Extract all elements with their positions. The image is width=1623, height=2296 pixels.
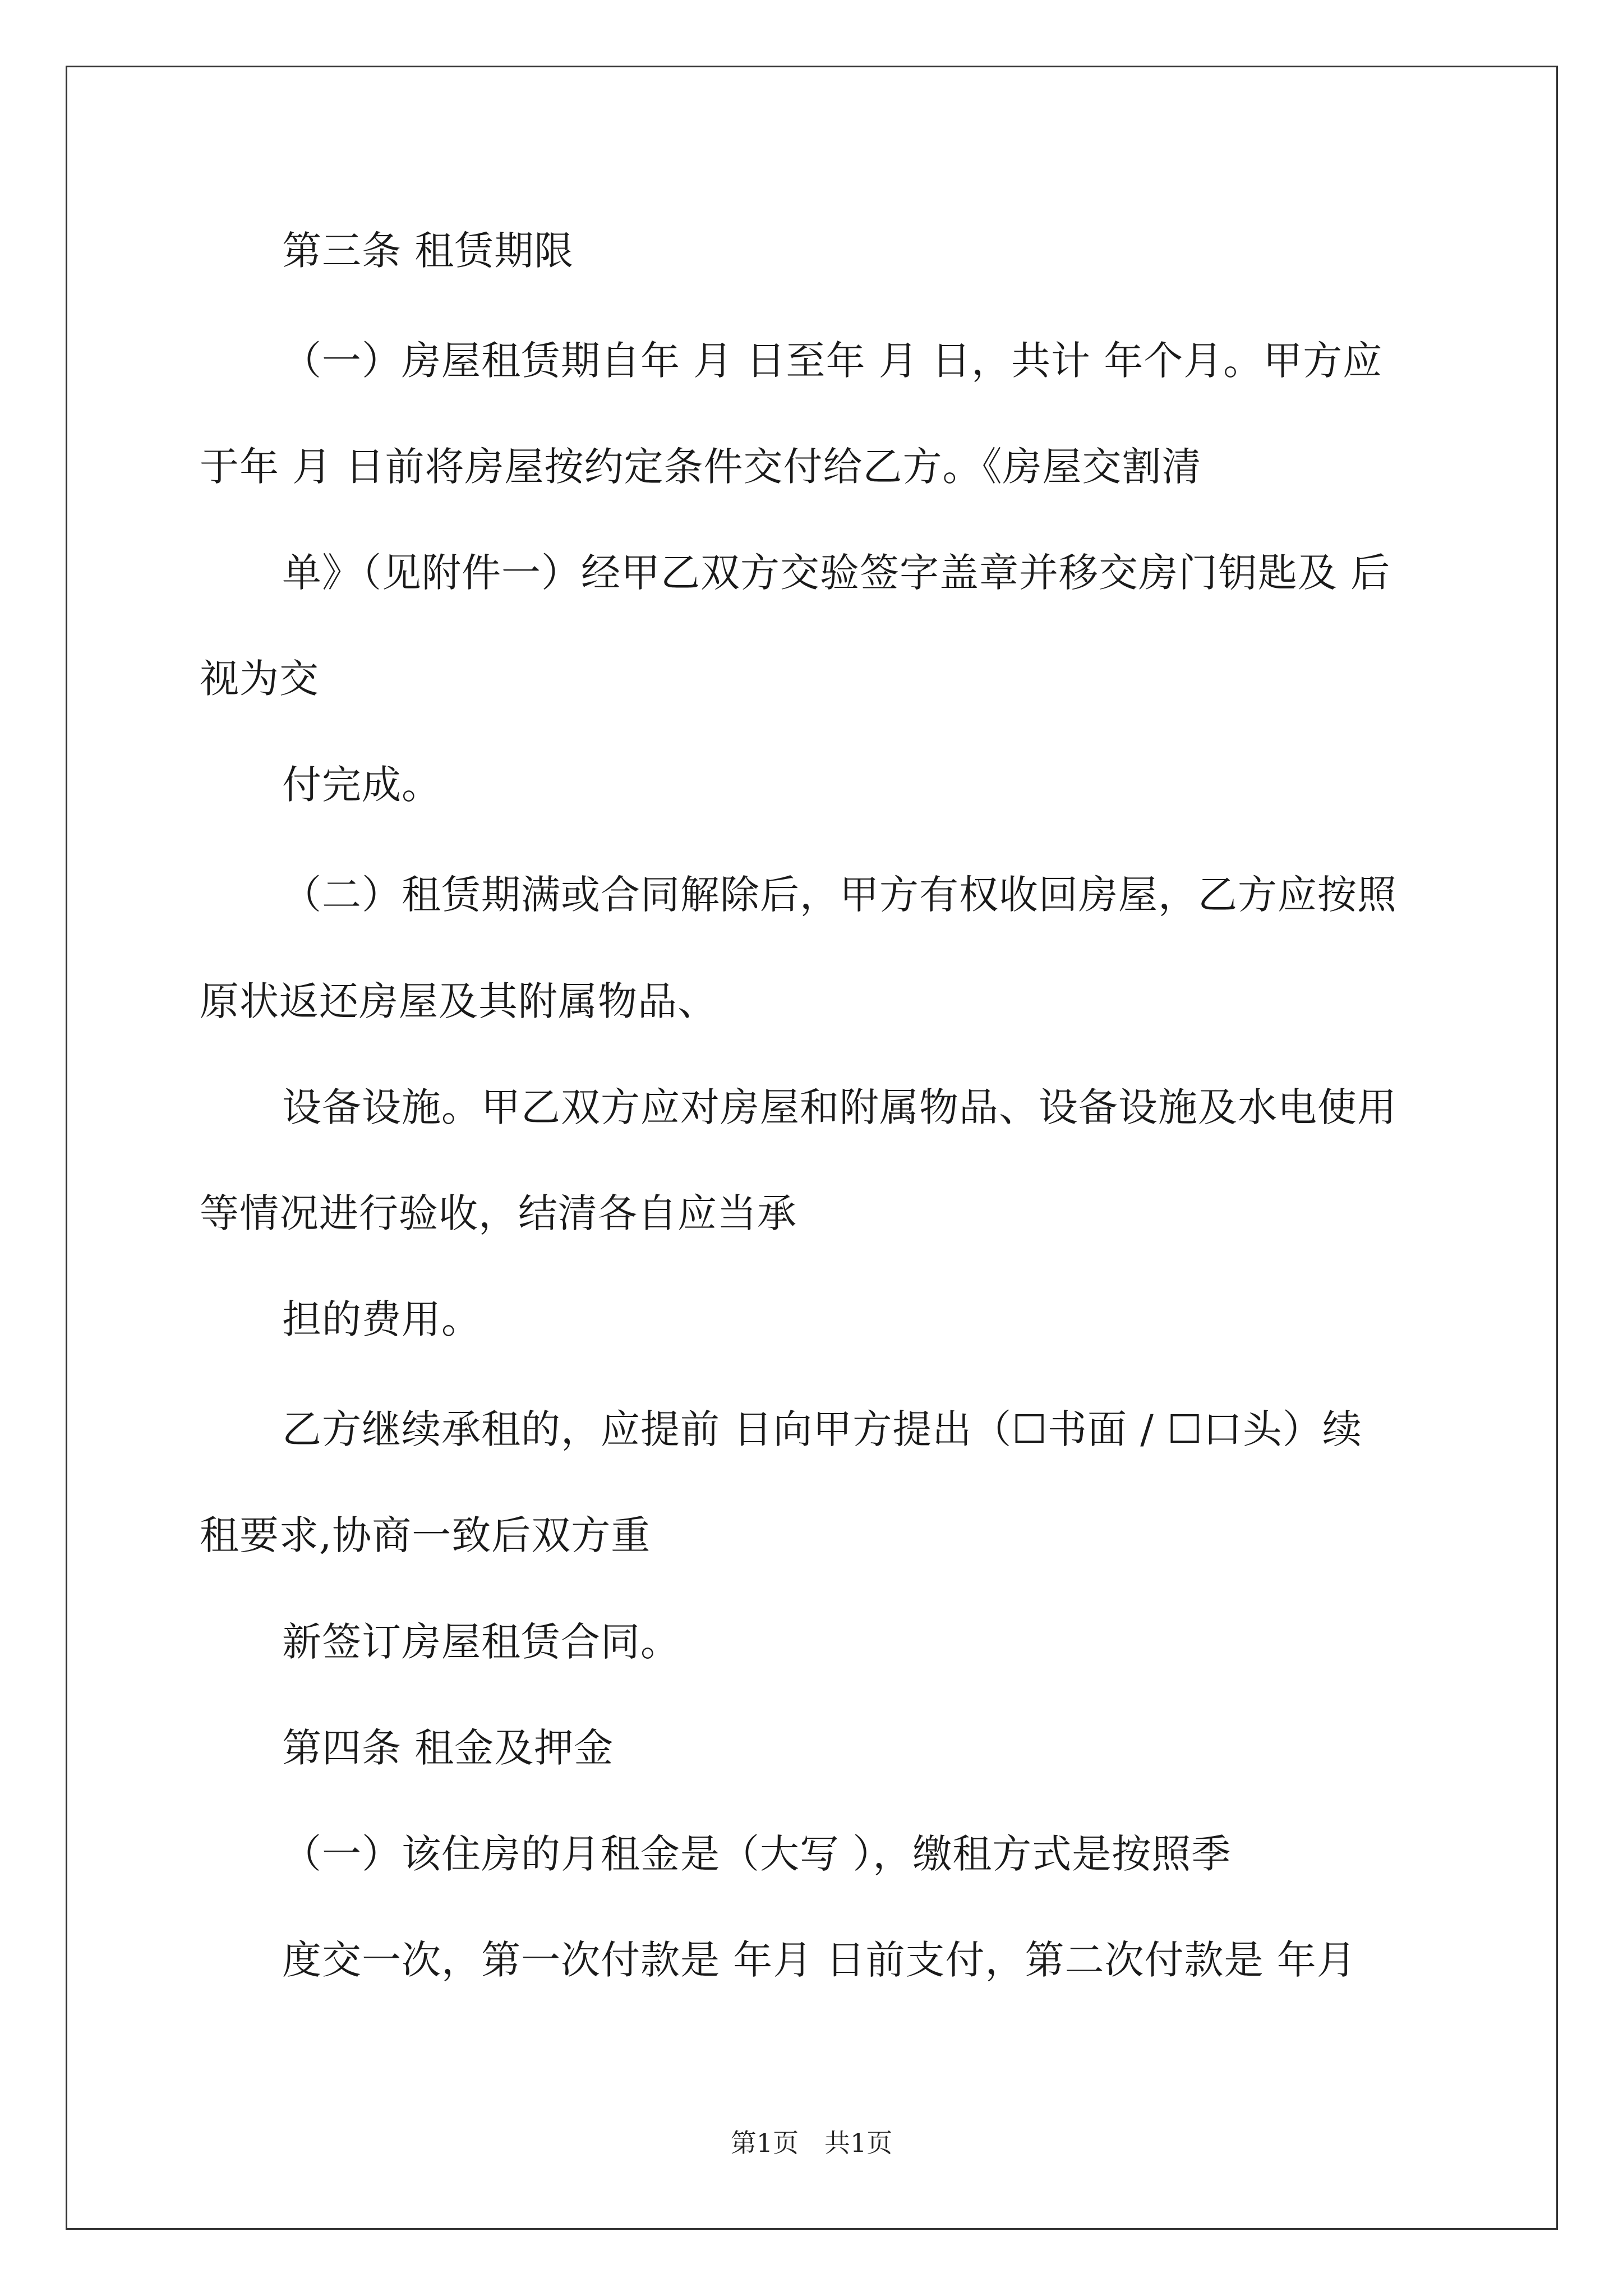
paragraph-line: （二）租赁期满或合同解除后，甲方有权收回房屋，乙方应按照 [282,872,1397,918]
paragraph-line: 乙方继续承租的，应提前 日向甲方提出（☐书面 / ☐口头）续 [282,1406,1362,1452]
paragraph-line: 度交一次，第一次付款是 年月 日前支付，第二次付款是 年月 [282,1937,1357,1983]
paragraph-line: （一）该住房的月租金是（大写 ），缴租方式是按照季 [282,1831,1232,1877]
page-number-footer: 第1页 共1页 [730,2128,893,2158]
paragraph-line: 租要求,协商一致后双方重 [200,1512,651,1558]
paragraph-line: 等情况进行验收，结清各自应当承 [200,1190,797,1236]
article-3-heading: 第三条 租赁期限 [282,228,574,274]
paragraph-line: 担的费用。 [282,1296,481,1342]
article-4-heading: 第四条 租金及押金 [282,1725,614,1771]
paragraph-line: 新签订房屋租赁合同。 [282,1619,680,1665]
paragraph-line: 付完成。 [282,762,441,808]
paragraph-line: （一）房屋租赁期自年 月 日至年 月 日，共计 年个月。甲方应 [282,338,1383,384]
paragraph-line: 设备设施。甲乙双方应对房屋和附属物品、设备设施及水电使用 [282,1084,1397,1130]
page-border [66,66,1558,2230]
paragraph-line: 视为交 [200,656,319,702]
paragraph-line: 于年 月 日前将房屋按约定条件交付给乙方。《房屋交割清 [200,444,1202,490]
paragraph-line: 原状返还房屋及其附属物品、 [200,978,717,1024]
paragraph-line: 单》（见附件一）经甲乙双方交验签字盖章并移交房门钥匙及 后 [282,550,1391,596]
